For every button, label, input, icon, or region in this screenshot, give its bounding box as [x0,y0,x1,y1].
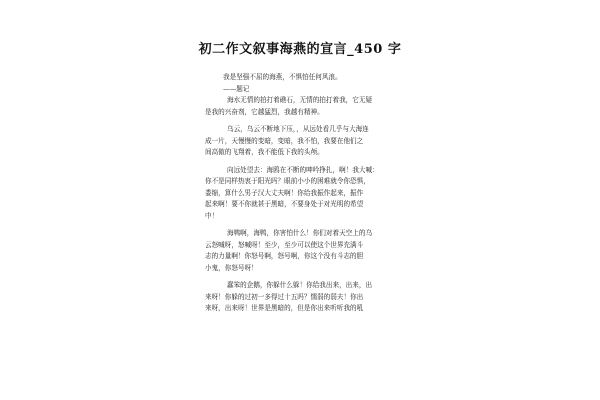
epigraph-attribution: ——题记 [223,84,250,93]
paragraph-line: 间高傲的飞翔着，我不能低下我的头颅。 [205,148,324,156]
paragraph-line: 成一片，天慢慢的变暗，变暗，我不怕，我要在他们之 [205,136,364,145]
paragraph-line: 是我的兴奋剂，它越猛烈，我越有精神。 [205,107,324,116]
paragraph-line: 海水无情的拍打着礁石，无情的拍打着我，它无疑 [227,96,373,104]
paragraph-line: 乌云，乌云不断地下压，，从远处看几乎与大海连 [227,125,369,133]
paragraph-line: 来呀，出来呀！世界是黑暗的，但是你出来听听我的吼 [205,304,364,312]
paragraph-line: 来呀！你躲的过初一多得过十五吗？懦弱的弱夫！你出 [205,292,364,301]
paragraph-line: 起来啊！要不你就甚于黑暗，不要身处于对光明的希望 [205,200,364,208]
document-body [205,72,395,315]
paragraph-line: 小鬼，你怒号呀！ [205,263,258,272]
paragraph-line: 向远处望去：海鸥在不断的呻吟挣扎，啊！我大喊： [227,165,379,174]
paragraph-line: 海鸭啊，海鸭，你害怕什么！你们对着天空上的乌 [227,229,373,237]
document-title: 初二作文叙事海燕的宣言_450 字 [198,42,402,57]
paragraph-line: 中！ [205,211,219,220]
paragraph-line: 云怒喊呀，怒喊呀！至少，至少可以使这个世界充满斗 [205,240,364,249]
epigraph-quote: 我是坚强不屈的海燕，不惧怕任何风浪。 [223,73,342,81]
paragraph-line: 你不是同样热衷于阳光吗？眼前小小的困难就令你恐惧， [205,177,370,185]
paragraph-line: 志的力量啊！你怒号啊，怒号啊，你这个没有斗志的胆 [205,252,364,260]
paragraph-line: 娄缩，算什么男子汉大丈夫啊！你给我振作起来，振作 [205,188,364,197]
paragraph-line: 蠢笨的企鹅，你躲什么躲！你给我出来，出来，出 [227,281,373,289]
